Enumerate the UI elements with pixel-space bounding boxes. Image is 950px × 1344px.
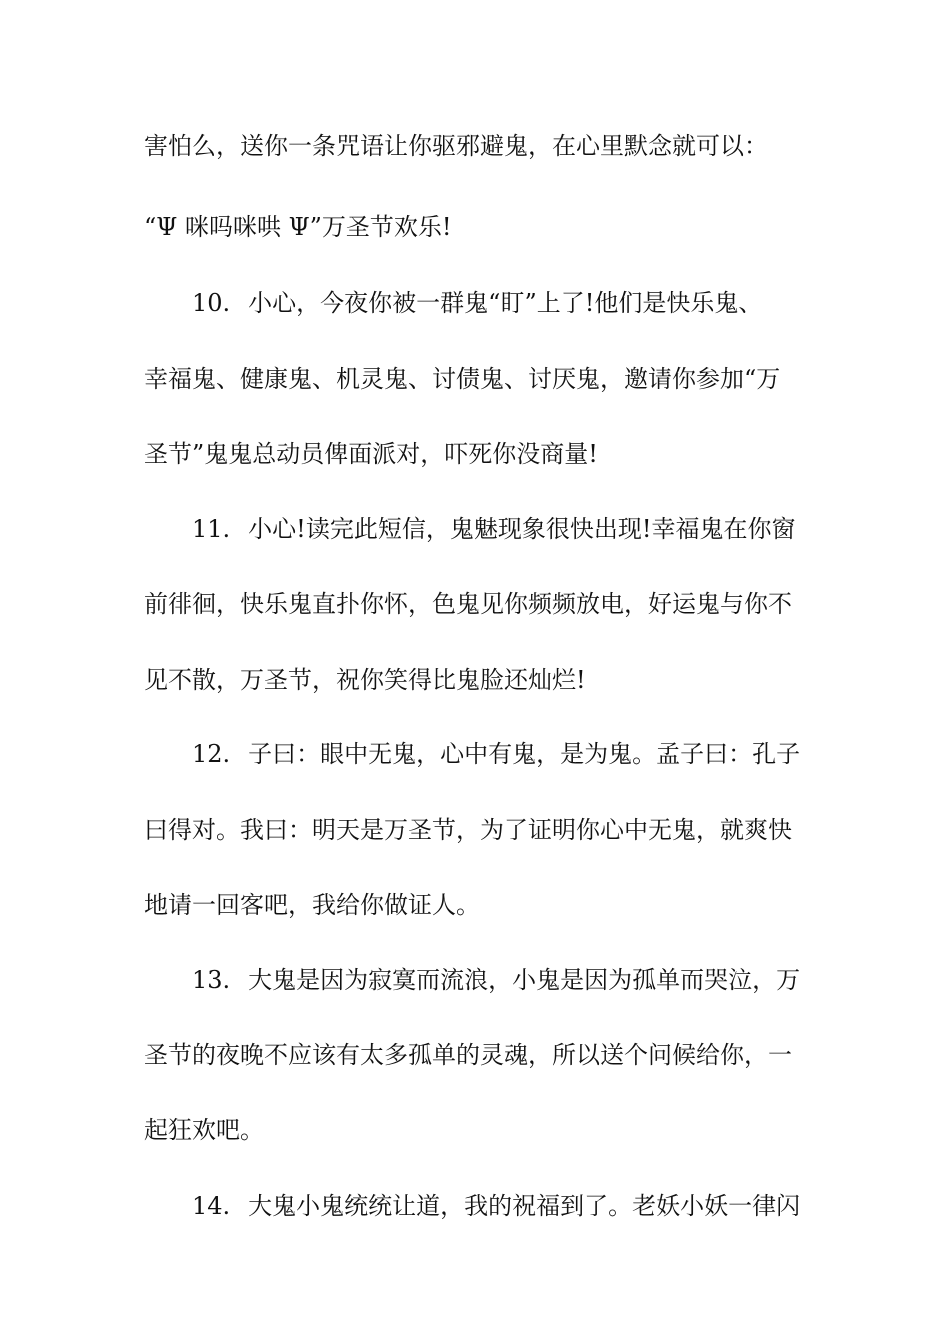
item-number: 14. [192,1192,231,1220]
item-number: 10. [192,289,231,317]
paragraph-item-10 [192,283,814,323]
item-number: 13. [192,966,231,994]
paragraph-item-11 [192,509,814,549]
paragraph-item-12 [192,734,814,774]
paragraph-line: 害怕么，送你一条咒语让你驱邪避鬼，在心里默念就可以： [144,132,768,160]
paragraph-line: 见不散，万圣节，祝你笑得比鬼脸还灿烂! [144,666,586,694]
paragraph-line: “Ψ 咪吗咪哄 Ψ”万圣节欢乐! [144,213,452,241]
paragraph-line: 小心!读完此短信，鬼魅现象很快出现!幸福鬼在你窗 [248,515,796,543]
paragraph-line: 地请一回客吧，我给你做证人。 [144,891,480,919]
paragraph-line: 幸福鬼、健康鬼、机灵鬼、讨债鬼、讨厌鬼，邀请你参加“万 [144,365,781,393]
item-number: 12. [192,740,231,768]
paragraph-line: 起狂欢吧。 [144,1116,264,1144]
paragraph-line: 大鬼小鬼统统让道，我的祝福到了。老妖小妖一律闪 [248,1192,801,1220]
paragraph-line: 小心，今夜你被一群鬼“盯”上了!他们是快乐鬼、 [248,289,763,317]
paragraph-item-14 [192,1186,814,1226]
paragraph-line: 圣节”鬼鬼总动员俾面派对，吓死你没商量! [144,440,598,468]
paragraph-line: 子曰：眼中无鬼，心中有鬼，是为鬼。孟子曰：孔子 [248,740,801,768]
item-number: 11. [192,515,231,543]
paragraph-line: 曰得对。我曰：明天是万圣节，为了证明你心中无鬼，就爽快 [144,816,792,844]
paragraph-item-13 [192,960,814,1000]
paragraph-line: 前徘徊，快乐鬼直扑你怀，色鬼见你频频放电，好运鬼与你不 [144,590,792,618]
paragraph-line: 大鬼是因为寂寞而流浪，小鬼是因为孤单而哭泣，万 [248,966,801,994]
paragraph-line: 圣节的夜晚不应该有太多孤单的灵魂，所以送个问候给你，一 [144,1041,792,1069]
